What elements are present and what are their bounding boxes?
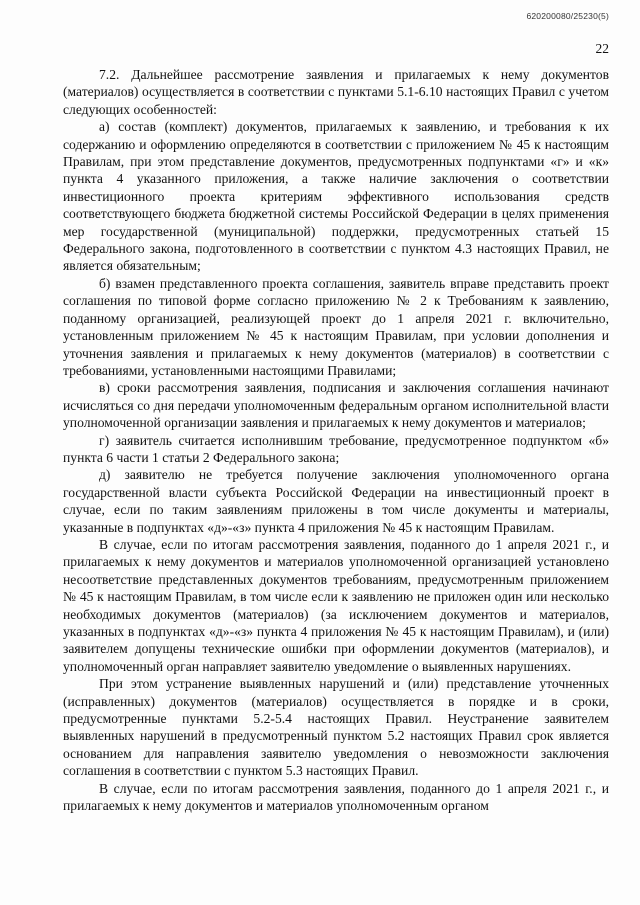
paragraph-remediation: При этом устранение выявленных нарушений и (или) представление уточненных (исправленных) документов (материалов) осуществляется в порядке и в сроки, предусмотренные пунктами 5.2-5.4 настоящих Правил. Неустранение заявителем выявленных нарушений в предусмотренный пунктом 5.2 настоящих Правил срок является основанием для направления заявителю уведомления о невозможности заключения соглашения в соответствии с пунктом 5.3 настоящих Правил. (63, 676, 609, 779)
document-id: 620200080/25230(5) (526, 11, 609, 21)
page-number: 22 (595, 41, 609, 56)
paragraph-case-nonconformity: В случае, если по итогам рассмотрения заявления, поданного до 1 апреля 2021 г., и прилагаемых к нему документов и материалов уполномоченной организацией установлено несоответствие представленных документов требованиям, предусмотренным приложением № 45 к настоящим Правилам, в том числе если к заявлению не приложен один или несколько необходимых документов (материалов) (за исключением документов и материалов, указанных в подпунктах «д»-«з» пункта 4 приложения № 45 к настоящим Правилам), и (или) заявителем допущены технические ошибки при оформлении документов (материалов), и уполномоченный орган направляет заявителю уведомление о выявленных нарушениях. (63, 536, 609, 674)
paragraph-7-2: 7.2. Дальнейшее рассмотрение заявления и прилагаемых к нему документов (материалов) осуществляется в соответствии с пунктами 5.1-6.10 настоящих Правил с учетом следующих особенностей: (63, 67, 609, 117)
paragraph-item-g: г) заявитель считается исполнившим требование, предусмотренное подпунктом «б» пункта 6 части 1 статьи 2 Федерального закона; (63, 432, 609, 465)
document-body (63, 66, 609, 814)
paragraph-case-continued: В случае, если по итогам рассмотрения заявления, поданного до 1 апреля 2021 г., и прилагаемых к нему документов и материалов уполномоченным органом (63, 780, 609, 814)
paragraph-item-v: в) сроки рассмотрения заявления, подписания и заключения соглашения начинают исчисляться со дня передачи уполномоченным федеральным органом исполнительной власти уполномоченной организации заявления и прилагаемых к нему документов и материалов; (63, 380, 609, 431)
paragraph-item-a: а) состав (комплект) документов, прилагаемых к заявлению, и требования к их содержанию и оформлению определяются в соответствии с приложением № 45 к настоящим Правилам, при этом представление документов, предусмотренных подпунктами «г» и «к» пункта 4 указанного приложения, а также наличие заключения о соответствии инвестиционного проекта критериям эффективного использования средств соответствующего бюджета бюджетной системы Российской Федерации в целях применения мер государственной (муниципальной) поддержки, предусмотренных статьей 15 Федерального закона, подготовленного в соответствии с пунктом 4.3 настоящих Правил, не является обязательным; (63, 119, 609, 274)
paragraph-item-d: д) заявителю не требуется получение заключения уполномоченного органа государственной власти субъекта Российской Федерации на инвестиционный проект в случае, если по таким заявлениям приложены в том числе документы и материалы, указанные в подпунктах «д»-«з» пункта 4 приложения № 45 к настоящим Правилам. (63, 467, 609, 535)
paragraph-item-b: б) взамен представленного проекта соглашения, заявитель вправе представить проект соглашения по типовой форме согласно приложению № 2 к Требованиям к заявлению, поданному организацией, реализующей проект до 1 апреля 2021 г. включительно, установленным приложением № 45 к настоящим Правилам, при условии дополнения и уточнения заявления и прилагаемых к нему документов (материалов) в соответствии с требованиями, установленными настоящими Правилами; (63, 275, 609, 378)
